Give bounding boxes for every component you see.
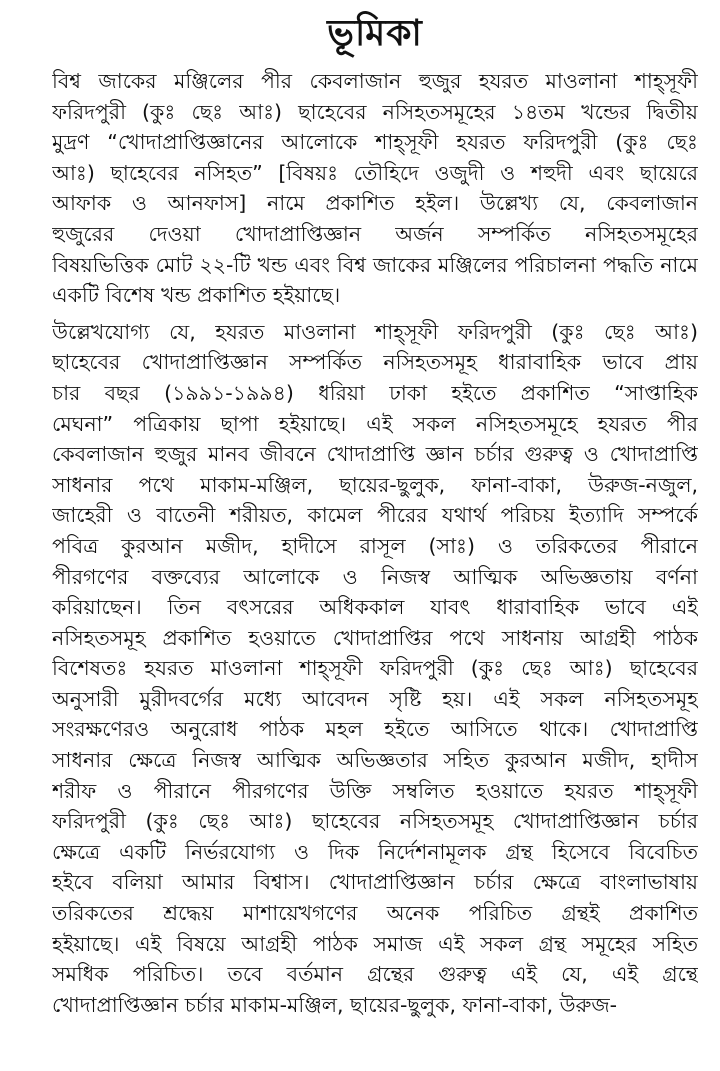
text-line: অনুসারী মুরীদবর্গের মধ্যে আবেদন সৃষ্টি হয়। এই সকল নসিহতসমূহ [52, 686, 698, 711]
text-line: বিষয়ভিত্তিক মোট ২২-টি খন্ড এবং বিশ্ব জাকের মঞ্জিলের পরিচালনা পদ্ধতি নামে [52, 252, 698, 277]
text-line: কেবলাজান হুজুর মানব জীবনে খোদাপ্রাপ্তি জ্ঞান চর্চার গুরুত্ব ও খোদাপ্রাপ্তি [52, 442, 698, 467]
text-line: বিশ্ব জাকের মঞ্জিলের পীর কেবলাজান হুজুর হযরত মাওলানা শাহ্‌সূফী [52, 69, 698, 93]
text-line: জাহেরী ও বাতেনী শরীয়ত, কামেল পীরের যথার্থ পরিচয় ইত্যাদি সম্পর্কে [52, 503, 698, 528]
text-line: মুদ্রণ “খোদাপ্রাপ্তিজ্ঞানের আলোকে শাহ্‌সূফী হযরত ফরিদপুরী (কুঃ ছেঃ [52, 130, 698, 155]
text-line: চার বছর (১৯৯১-১৯৯৪) ধরিয়া ঢাকা হইতে প্রকাশিত “সাপ্তাহিক [52, 380, 698, 405]
paragraph-1 [52, 66, 698, 311]
text-line: শরীফ ও পীরানে পীরগণের উক্তি সম্বলিত হওয়াতে হযরত শাহ্‌সূফী [52, 778, 698, 803]
text-line: সংরক্ষণেরও অনুরোধ পাঠক মহল হইতে আসিতে থাকে। খোদাপ্রাপ্তি [52, 717, 698, 742]
text-line: মেঘনা” পত্রিকায় ছাপা হইয়াছে। এই সকল নসিহতসমূহে হযরত পীর [52, 411, 698, 436]
text-line: সাধনার পথে মাকাম-মঞ্জিল, ছায়ের-ছুলুক, ফানা-বাকা, উরুজ-নজুল, [52, 472, 698, 497]
paragraph-2 [52, 317, 698, 1021]
body-text [52, 66, 698, 1020]
text-line: আঃ) ছাহেবের নসিহত” [বিষয়ঃ তৌহিদে ওজুদী ও শহুদী এবং ছায়েরে [52, 160, 698, 185]
text-line: হইয়াছে। এই বিষয়ে আগ্রহী পাঠক সমাজ এই সকল গ্রন্থ সমূহের সহিত [52, 931, 698, 956]
text-line: উল্লেখযোগ্য যে, হযরত মাওলানা শাহ্‌সূফী ফরিদপুরী (কুঃ ছেঃ আঃ) [52, 319, 698, 344]
text-line: ক্ষেত্রে একটি নির্ভরযোগ্য ও দিক নির্দেশনামূলক গ্রন্থ হিসেবে বিবেচিত [52, 839, 698, 864]
text-line: সমধিক পরিচিত। তবে বর্তমান গ্রন্থের গুরুত্ব এই যে, এই গ্রন্থে [52, 962, 698, 987]
text-line: একটি বিশেষ খন্ড প্রকাশিত হইয়াছে। [52, 283, 341, 308]
text-line: করিয়াছেন। তিন বৎসরের অধিককাল যাবৎ ধারাবাহিক ভাবে এই [52, 595, 698, 620]
text-line: ফরিদপুরী (কুঃ ছেঃ আঃ) ছাহেবের নসিহতসমূহের ১৪তম খন্ডের দ্বিতীয় [52, 99, 698, 124]
page-title: ভূমিকা [327, 13, 423, 54]
text-line: আফাক ও আনফাস] নামে প্রকাশিত হইল। উল্লেখ্য যে, কেবলাজান [52, 191, 698, 216]
text-line: পীরগণের বক্তব্যের আলোকে ও নিজস্ব আত্মিক অভিজ্ঞতায় বর্ণনা [52, 564, 698, 589]
text-line: হুজুরের দেওয়া খোদাপ্রাপ্তিজ্ঞান অর্জন সম্পর্কিত নসিহতসমূহের [52, 221, 698, 246]
text-line: হইবে বলিয়া আমার বিশ্বাস। খোদাপ্রাপ্তিজ্ঞান চর্চার ক্ষেত্রে বাংলাভাষায় [52, 870, 698, 895]
text-line: সাধনার ক্ষেত্রে নিজস্ব আত্মিক অভিজ্ঞতার সহিত কুরআন মজীদ, হাদীস [52, 748, 698, 773]
text-line: ছাহেবের খোদাপ্রাপ্তিজ্ঞান সম্পর্কিত নসিহতসমূহ ধারাবাহিক ভাবে প্রায় [52, 350, 698, 375]
text-line: বিশেষতঃ হযরত মাওলানা শাহ্‌সূফী ফরিদপুরী (কুঃ ছেঃ আঃ) ছাহেবের [52, 656, 698, 681]
text-line: নসিহতসমূহ প্রকাশিত হওয়াতে খোদাপ্রাপ্তির পথে সাধনায় আগ্রহী পাঠক [52, 625, 698, 650]
text-line: ফরিদপুরী (কুঃ ছেঃ আঃ) ছাহেবের নসিহতসমূহ খোদাপ্রাপ্তিজ্ঞান চর্চার [52, 809, 698, 834]
text-line: পবিত্র কুরআন মজীদ, হাদীসে রাসূল (সাঃ) ও তরিকতের পীরানে [52, 533, 698, 558]
text-line: তরিকতের শ্রদ্ধেয় মাশায়েখগণের অনেক পরিচিত গ্রন্থই প্রকাশিত [52, 901, 698, 926]
text-line: খোদাপ্রাপ্তিজ্ঞান চর্চার মাকাম-মঞ্জিল, ছায়ের-ছুলুক, ফানা-বাকা, উরুজ- [52, 992, 618, 1017]
